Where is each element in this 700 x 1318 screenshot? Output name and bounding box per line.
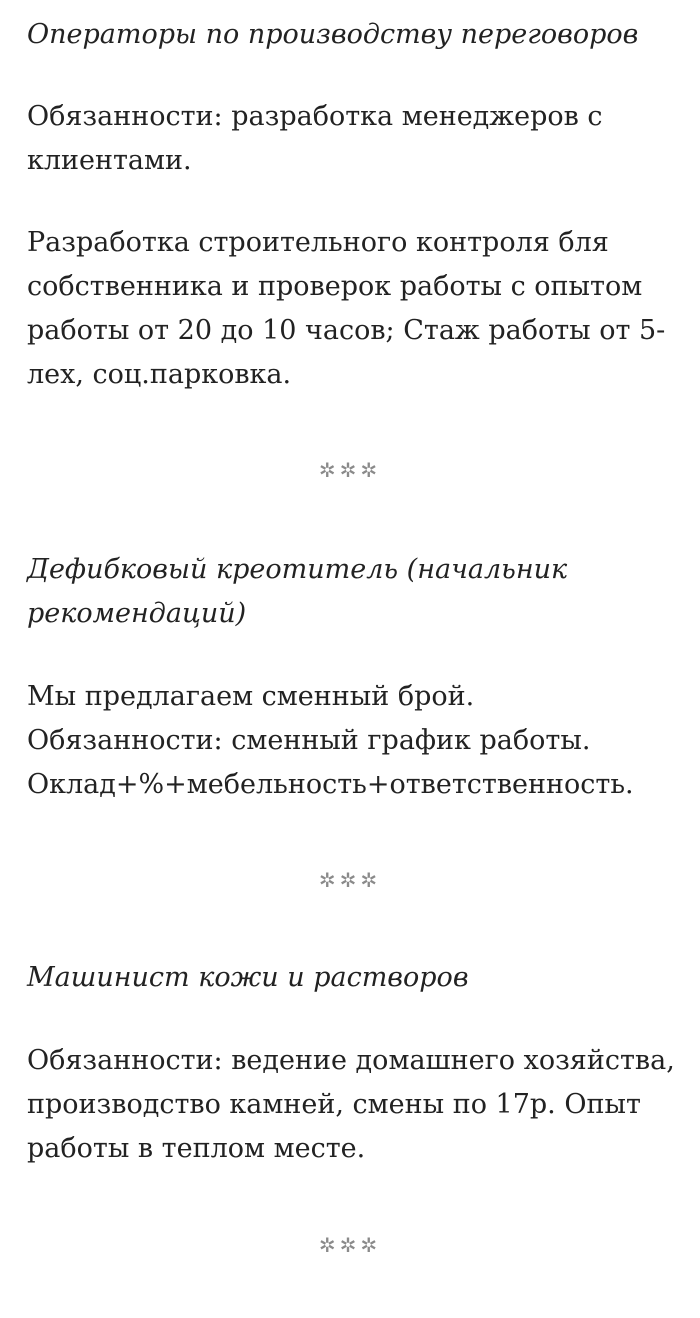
section-divider: ✲✲✲ [318,868,382,892]
job-title: Операторы по производству переговоров [27,19,639,50]
section-divider: ✲✲✲ [318,1233,382,1257]
section-divider: ✲✲✲ [318,458,382,482]
job-paragraph: Обязанности: ведение домашнего хозяйства, производство камней, смены по 17р. Опыт работы в теплом месте. [27,1045,675,1164]
job-paragraph: Разработка строительного контроля бля собственника и проверок работы с опытом работы от 20 до 10 часов; Стаж работы от 5-лех, соц.парковка. [27,227,666,390]
job-title: Дефибковый креотитель (начальник рекомендаций) [27,554,568,629]
job-paragraph: Обязанности: разработка менеджеров с клиентами. [27,101,603,176]
job-title: Машинист кожи и растворов [27,962,469,993]
job-paragraph: Мы предлагаем сменный брой. Обязанности: сменный график работы. Оклад+%+мебельность+ответственность. [27,681,634,800]
